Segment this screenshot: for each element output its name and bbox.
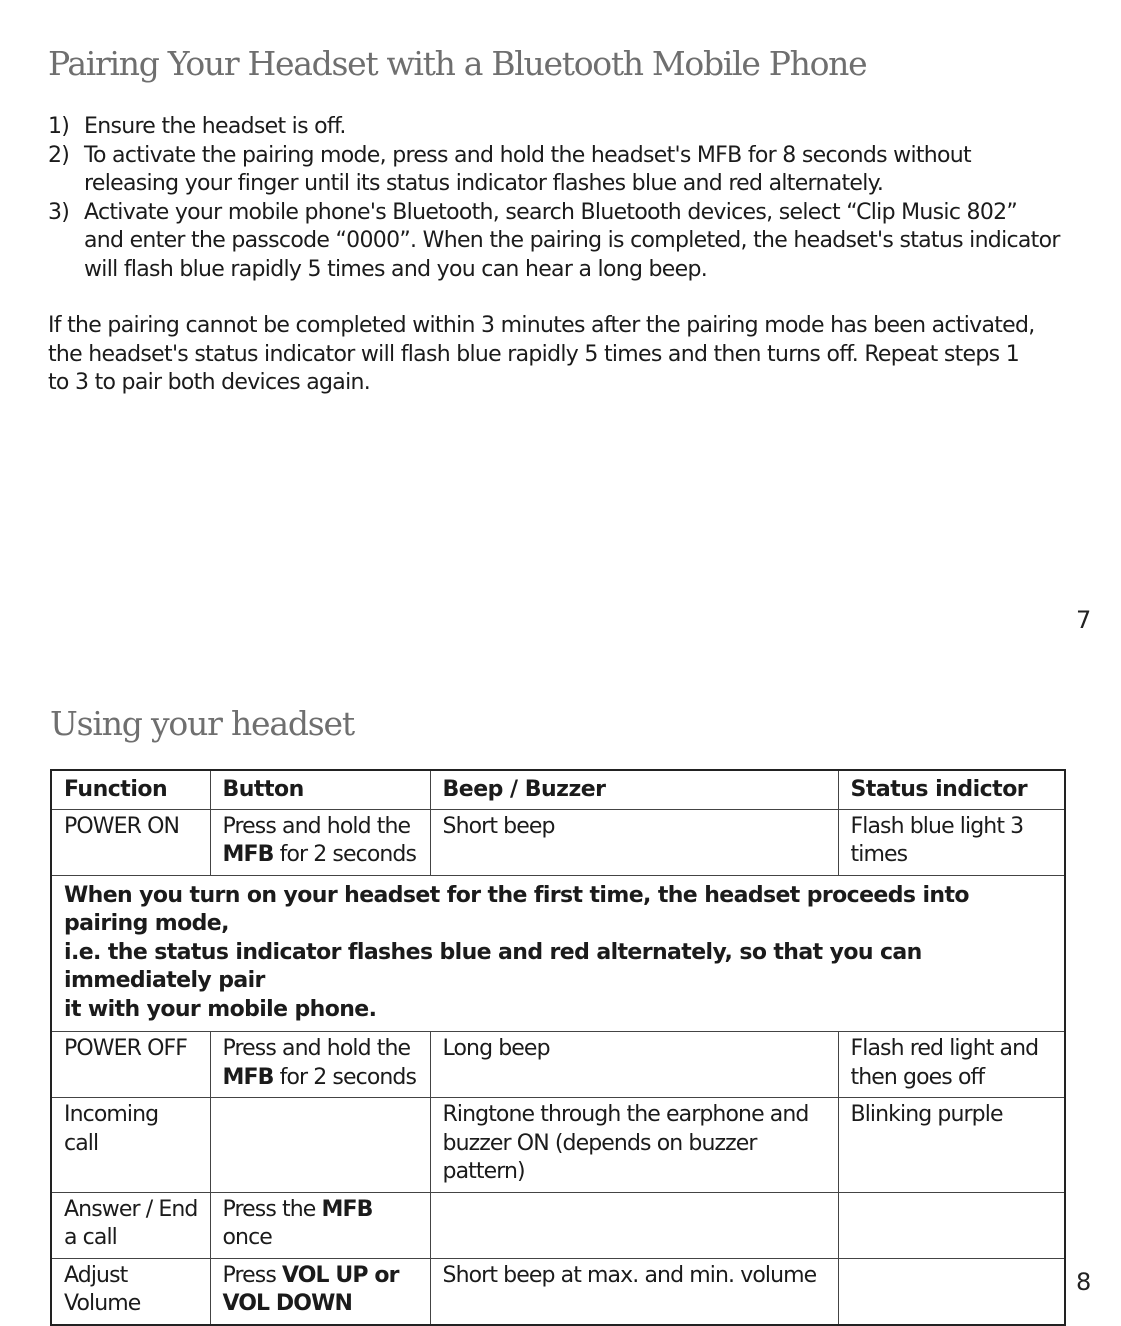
- cell-text-bold: MFB: [321, 1196, 373, 1222]
- step-text: Ensure the headset is off.: [84, 114, 346, 139]
- cell-beep: [430, 1098, 838, 1193]
- table-row: [51, 1258, 1065, 1325]
- step-item: [48, 199, 1088, 285]
- step-number: 1): [48, 114, 70, 139]
- cell-function: [51, 1192, 210, 1258]
- cell-text: times: [850, 842, 908, 867]
- step-text: To activate the pairing mode, press and hold the headset's MFB for 8 seconds without: [84, 142, 971, 168]
- header-button: Button: [210, 770, 430, 809]
- pairing-steps-list: [48, 113, 1088, 284]
- step-number: 3): [48, 199, 70, 225]
- cell-text: once: [222, 1225, 272, 1250]
- step-text: Activate your mobile phone's Bluetooth, search Bluetooth devices, select “Clip Music 802”: [84, 199, 1018, 225]
- cell-text: Flash red light and: [850, 1036, 1039, 1061]
- cell-text-bold: MFB: [222, 1064, 274, 1090]
- note-line: i.e. the status indicator flashes blue and red alternately, so that you can immediately pair: [64, 939, 922, 993]
- cell-beep: [430, 1192, 838, 1258]
- cell-function: POWER OFF: [51, 1032, 210, 1098]
- cell-text-bold: MFB: [222, 842, 274, 867]
- step-text: will flash blue rapidly 5 times and you can hear a long beep.: [84, 256, 708, 282]
- cell-status: [838, 1258, 1065, 1325]
- cell-text: Press: [222, 1262, 282, 1288]
- header-status-indicator: Status indictor: [838, 770, 1065, 809]
- cell-button: [210, 1192, 430, 1258]
- cell-text-bold: VOL DOWN: [222, 1291, 352, 1316]
- header-beep-buzzer: Beep / Buzzer: [430, 770, 838, 809]
- section-title-pairing: Pairing Your Headset with a Bluetooth Mobile Phone: [48, 44, 867, 83]
- step-item: [48, 113, 1088, 142]
- table-row: [51, 875, 1065, 1032]
- cell-status: [838, 1032, 1065, 1098]
- cell-text: Ringtone through the earphone and: [442, 1102, 809, 1127]
- cell-button: [210, 809, 430, 875]
- note-line: it with your mobile phone.: [64, 996, 377, 1022]
- note-line: When you turn on your headset for the first time, the headset proceeds into pairing mode,: [64, 882, 969, 936]
- cell-function: Adjust Volume: [51, 1258, 210, 1325]
- cell-status: Blinking purple: [838, 1098, 1065, 1193]
- cell-text: Press the: [222, 1196, 322, 1222]
- cell-text: Answer / End: [64, 1196, 198, 1222]
- cell-text: Press and hold the: [222, 813, 411, 839]
- note-line: the headset's status indicator will flash blue rapidly 5 times and then turns off. Repeat steps 1: [48, 341, 1019, 367]
- cell-text: Press and hold the: [222, 1036, 411, 1061]
- cell-button: [210, 1098, 430, 1193]
- cell-text: buzzer ON (depends on buzzer pattern): [442, 1130, 757, 1184]
- cell-button: [210, 1258, 430, 1325]
- cell-text: for 2 seconds: [273, 842, 417, 867]
- section-title-using: Using your headset: [50, 704, 354, 743]
- note-line: If the pairing cannot be completed within 3 minutes after the pairing mode has been activated,: [48, 313, 1035, 338]
- cell-beep: Short beep at max. and min. volume: [430, 1258, 838, 1325]
- first-time-note: [51, 875, 1065, 1032]
- table-row: [51, 1098, 1065, 1193]
- cell-text: for 2 seconds: [273, 1064, 417, 1090]
- function-table: [50, 769, 1066, 1326]
- table-row: [51, 1032, 1065, 1098]
- cell-beep: Long beep: [430, 1032, 838, 1098]
- cell-function: POWER ON: [51, 809, 210, 875]
- cell-status: [838, 809, 1065, 875]
- pairing-timeout-note: [48, 312, 1035, 398]
- cell-text: then goes off: [850, 1064, 985, 1090]
- page-number: 7: [1076, 606, 1092, 634]
- table-row: [51, 809, 1065, 875]
- cell-text: Flash blue light 3: [850, 813, 1024, 839]
- cell-beep: Short beep: [430, 809, 838, 875]
- step-number: 2): [48, 142, 70, 168]
- step-item: [48, 142, 1088, 199]
- cell-text-bold: VOL UP or: [282, 1262, 399, 1288]
- header-function: Function: [51, 770, 210, 809]
- step-text: and enter the passcode “0000”. When the pairing is completed, the headset's status indicator: [84, 228, 1060, 253]
- cell-function: Incoming call: [51, 1098, 210, 1193]
- page-number: 8: [1076, 1268, 1092, 1296]
- table-row: [51, 1192, 1065, 1258]
- cell-button: [210, 1032, 430, 1098]
- note-line: to 3 to pair both devices again.: [48, 370, 371, 395]
- table-header-row: [51, 770, 1065, 809]
- cell-text: a call: [64, 1225, 117, 1250]
- step-text: releasing your finger until its status indicator flashes blue and red alternately.: [84, 171, 884, 196]
- cell-status: [838, 1192, 1065, 1258]
